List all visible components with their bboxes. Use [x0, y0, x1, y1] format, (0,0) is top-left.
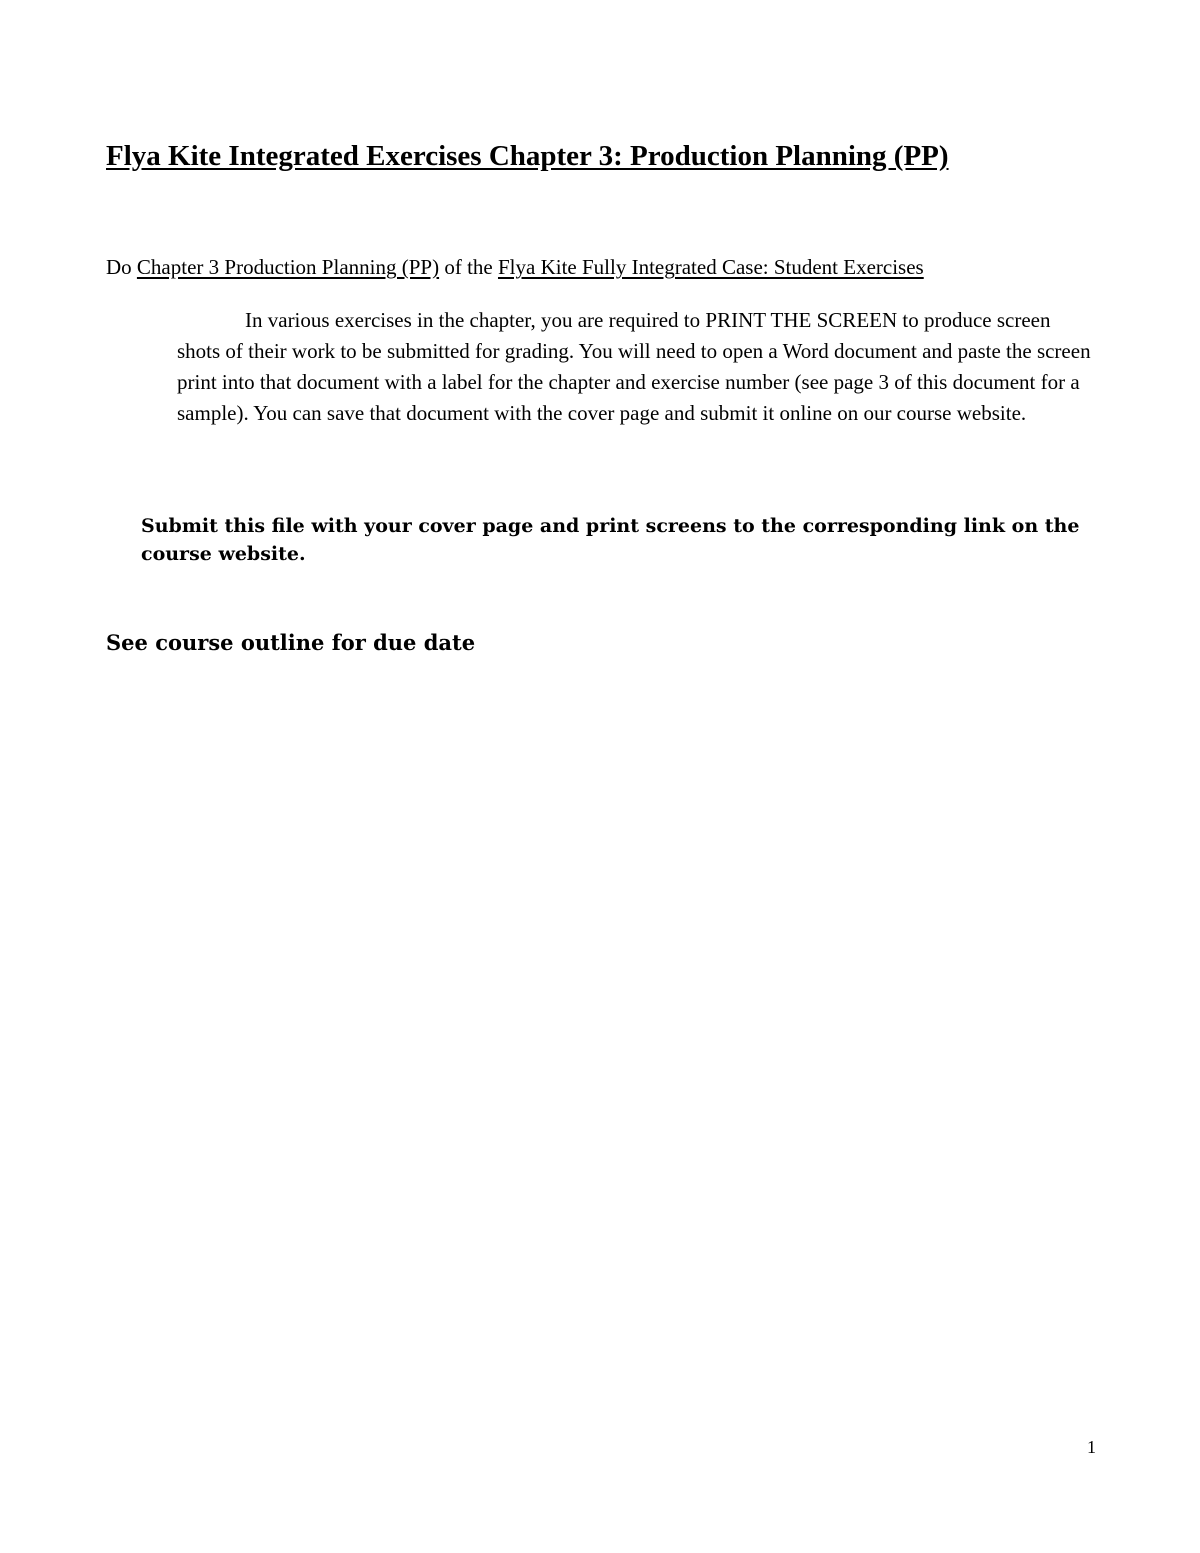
submission-note: Submit this file with your cover page and print screens to the corresponding link on the course website.: [141, 515, 1080, 565]
instruction-middle: of the: [439, 255, 498, 279]
chapter-reference: Chapter 3 Production Planning (PP): [136, 255, 440, 279]
instruction-line: [106, 255, 924, 280]
due-date-note: See course outline for due date: [106, 630, 476, 655]
case-reference: Flya Kite Fully Integrated Case: Student Exercises: [497, 255, 924, 279]
page-number: 1: [1087, 1437, 1096, 1457]
instructions-paragraph: In various exercises in the chapter, you are required to PRINT THE SCREEN to produce screen shots of their work to be submitted for grading. You will need to open a Word document and paste the screen print into that document with a label for the chapter and exercise number (see page 3 of this document for a sample). You can save that document with the cover page and submit it online on our course website.: [177, 308, 1091, 425]
instruction-prefix: Do: [106, 255, 137, 279]
page-title: Flya Kite Integrated Exercises Chapter 3: Production Planning (PP): [106, 140, 949, 172]
